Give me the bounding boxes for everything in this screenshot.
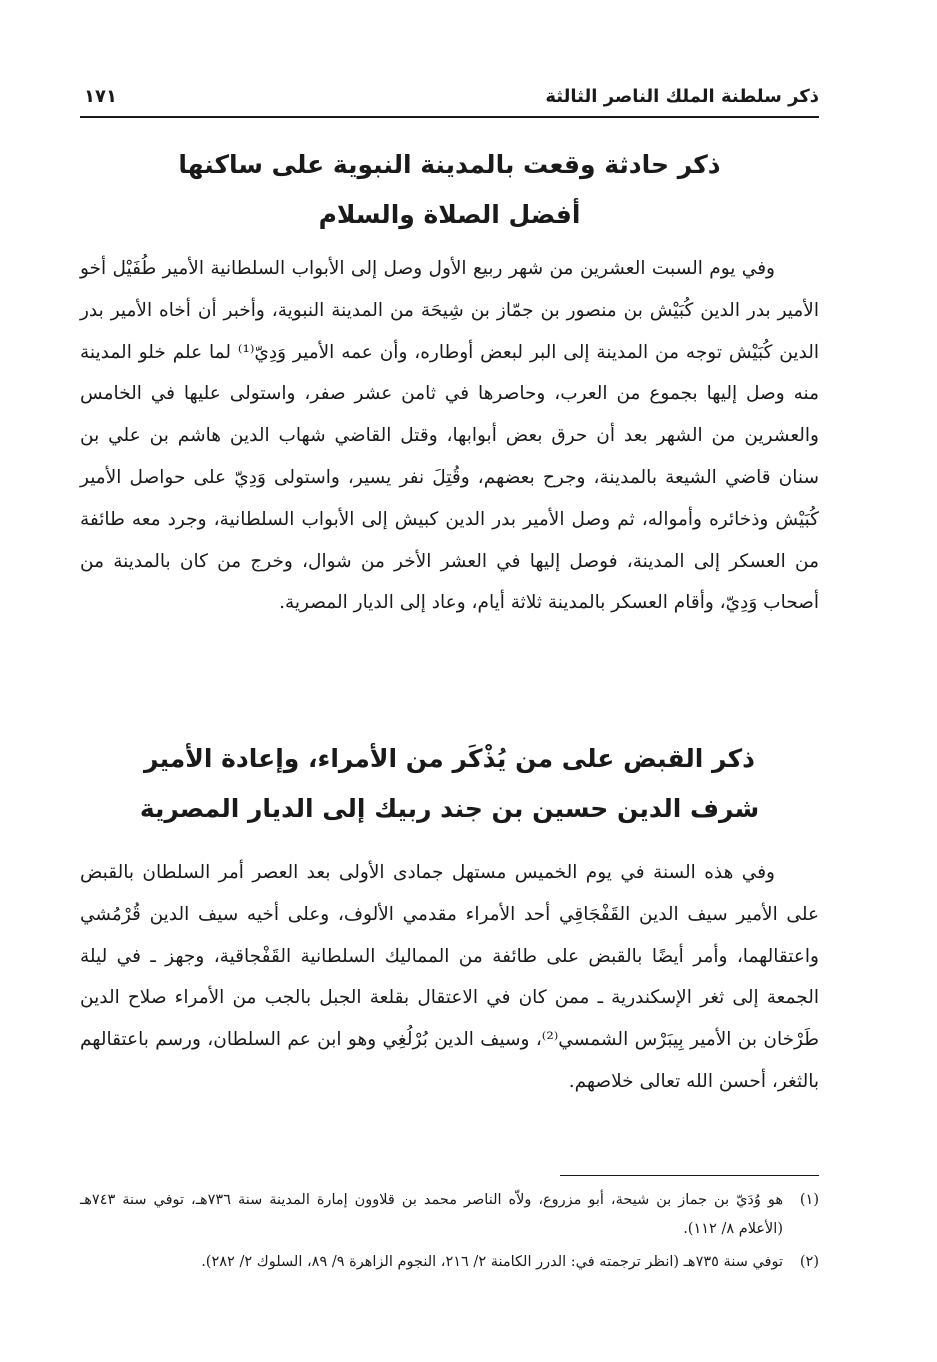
section-heading-2-line-1: ذكر القبض على من يُذْكَر من الأمراء، وإعادة الأمير bbox=[144, 744, 755, 773]
footnote-2-number: (٢) bbox=[799, 1254, 819, 1270]
section-1-paragraph: وفي يوم السبت العشرين من شهر ربيع الأول وصل إلى الأبواب السلطانية الأمير طُفَيْل أخو الأمير بدر الدين كُبَيْش بن منصور بن جمّاز بن شِيحَة من المدينة النبوية، وأخبر أن أخاه الأمير بدر الدين كُبَيْش توجه من المدينة إلى البر لبعض أوطاره، وأن عمه الأمير وَدِيّ⁽¹⁾ لما علم خلو المدينة منه وصل إليها بجموع من العرب، وحاصرها في ثامن عشر صفر، واستولى عليها في الخامس والعشرين من الشهر بعد أن حرق بعض أبوابها، وقتل القاضي شهاب الدين هاشم بن علي بن سنان قاضي الشيعة بالمدينة، وجرح بعضهم، وقُتِلَ نفر يسير، واستولى وَدِيّ على حواصل الأمير كُبَيْش وذخائره وأمواله، ثم وصل الأمير بدر الدين كبيش إلى الأبواب السلطانية، وجرد معه طائفة من العسكر إلى المدينة، فوصل إليها في العشر الأخر من شوال، وخرج من كان بالمدينة من أصحاب وَدِيّ، وأقام العسكر بالمدينة ثلاثة أيام، وعاد إلى الديار المصرية. bbox=[80, 258, 819, 614]
section-heading-1-line-2: أفضل الصلاة والسلام bbox=[318, 200, 581, 229]
section-heading-2 bbox=[80, 734, 819, 834]
section-heading-1 bbox=[80, 140, 819, 240]
section-heading-1-line-1: ذكر حادثة وقعت بالمدينة النبوية على ساكنها bbox=[178, 150, 721, 179]
footnote-separator bbox=[560, 1175, 819, 1176]
section-1-body bbox=[80, 248, 819, 624]
page-number: ١٧١ bbox=[84, 86, 117, 107]
footnote-1-text: هو وُدَيّ بن جماز بن شيحة، أبو مزروع، ولاّه الناصر محمد بن قلاوون إمارة المدينة سنة ٧٣٦هـ، توفي سنة ٧٤٣هـ (الأعلام ٨/ ١١٢). bbox=[80, 1192, 783, 1237]
running-header-title: ذكر سلطنة الملك الناصر الثالثة bbox=[545, 86, 819, 107]
section-heading-2-line-2: شرف الدين حسين بن جند ربيك إلى الديار المصرية bbox=[139, 794, 760, 823]
footnote-1 bbox=[80, 1186, 819, 1244]
section-2-paragraph: وفي هذه السنة في يوم الخميس مستهل جمادى الأولى بعد العصر أمر السلطان بالقبض على الأمير سيف الدين القَفْجَاقِي أحد الأمراء مقدمي الألوف، وعلى أخيه سيف الدين قُرْمُشي واعتقالهما، وأمر أيضًا بالقبض على طائفة من المماليك السلطانية القَفْجاقية، وجهز ـ في ليلة الجمعة إلى ثغر الإسكندرية ـ ممن كان في الاعتقال بقلعة الجبل بالجب من الأمراء صلاح الدين طَرْخان بن الأمير بِيبَرْس الشمسي⁽²⁾، وسيف الدين بُرْلُغِي وهو ابن عم السلطان، ورسم باعتقالهم بالثغر، أحسن الله تعالى خلاصهم. bbox=[80, 862, 819, 1092]
footnote-2-text: توفي سنة ٧٣٥هـ (انظر ترجمته في: الدرر الكامنة ٢/ ٢١٦، النجوم الزاهرة ٩/ ٨٩، السلوك ٢/ ٢٨٢). bbox=[201, 1254, 783, 1270]
footnote-1-number: (١) bbox=[799, 1192, 819, 1208]
footnote-2 bbox=[80, 1248, 819, 1277]
running-header bbox=[80, 82, 819, 118]
section-2-body bbox=[80, 852, 819, 1103]
footnotes bbox=[80, 1186, 819, 1281]
